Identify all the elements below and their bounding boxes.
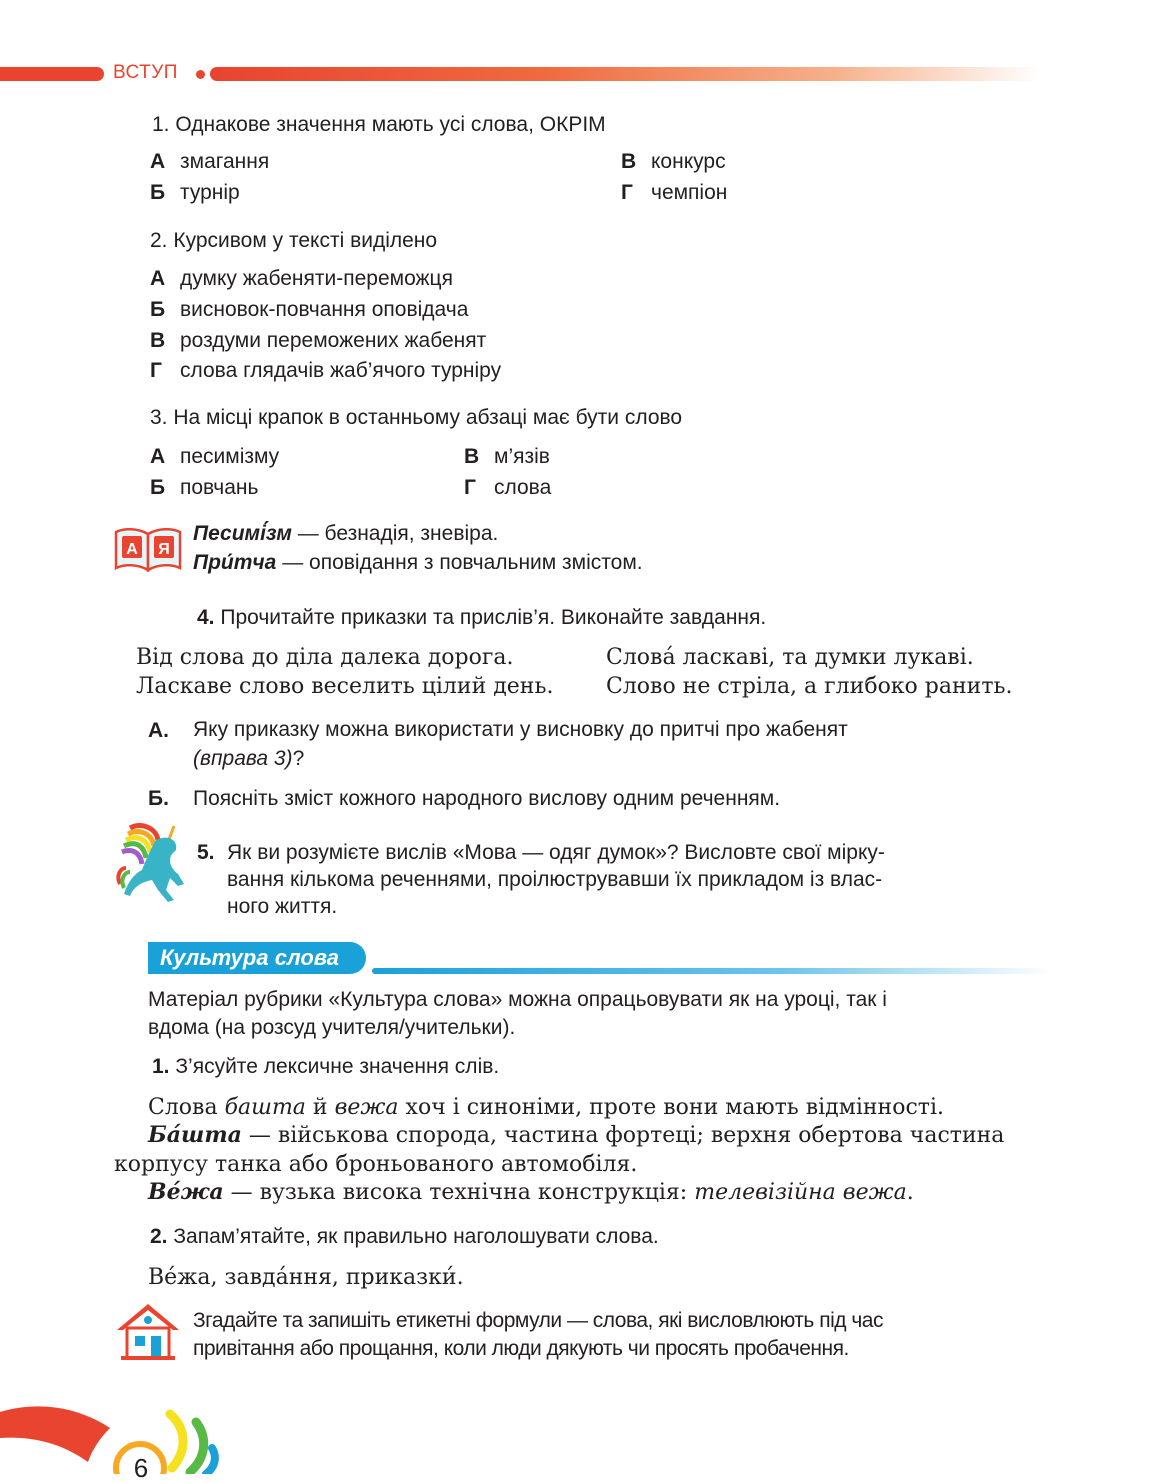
q3-option-v: В м’язів — [464, 445, 550, 468]
culture-intro-line-2: вдома (на розсуд учителя/учительки). — [148, 1016, 516, 1039]
task5-line-1: Як ви розумієте вислів «Мова — одяг думок»? Висловте свої мірку- — [227, 841, 885, 864]
q1-question: 1. Однакове значення мають усі слова, ОКРІМ — [152, 113, 606, 136]
stress-words: Ве́жа, завда́ння, приказки́. — [148, 1265, 464, 1290]
culture-task2: 2. Запам’ятайте, як правильно наголошувати слова. — [150, 1225, 659, 1248]
q1-option-a: А змагання — [150, 150, 270, 173]
culture-paragraph-2-line-1: Ба́шта — військова спорода, частина фортеці; верхня обертова частина — [148, 1122, 1005, 1148]
header-dot — [196, 70, 205, 79]
page-corner-decoration — [0, 1382, 230, 1474]
culture-paragraph-2-line-2: корпусу танка або броньованого автомобіля. — [114, 1152, 638, 1177]
svg-text:А: А — [126, 541, 138, 558]
header-bar-left — [0, 67, 104, 81]
task5-line-3: ного життя. — [227, 895, 338, 918]
culture-paragraph-3: Ве́жа — вузька висока технічна конструкція: телевізійна вежа. — [148, 1179, 914, 1205]
homework-line-2: привітання або прощання, коли люди дякують чи просять пробачення. — [193, 1337, 849, 1360]
culture-section-line — [372, 968, 1052, 974]
q2-question: 2. Курсивом у тексті виділено — [150, 229, 438, 252]
task4-heading: 4. Прочитайте приказки та прислів’я. Виконайте завдання. — [197, 606, 767, 629]
home-icon — [113, 1300, 183, 1362]
q2-option-a: А думку жабеняти-переможця — [150, 267, 453, 290]
q1-option-b: Б турнір — [150, 181, 240, 204]
task5-number: 5. — [197, 841, 215, 864]
glossary-entry-parable: При́тча — оповідання з повчальним змістом. — [193, 551, 643, 574]
unicorn-icon — [112, 820, 196, 906]
q1-option-v: В конкурс — [621, 150, 726, 173]
q1-option-g: Г чемпіон — [621, 181, 728, 204]
culture-task1: 1. З’ясуйте лексичне значення слів. — [152, 1055, 500, 1078]
q3-question: 3. На місці крапок в останньому абзаці має бути слово — [150, 406, 683, 429]
proverb-1: Від слова до діла далека дорога. — [136, 645, 514, 670]
q3-option-g: Г слова — [464, 476, 552, 499]
task4-sub-a-text: Яку приказку можна використати у висновку до притчі про жабенят (вправа 3)? — [193, 718, 848, 770]
header-bar-right — [210, 67, 1040, 81]
page-number: 6 — [133, 1453, 149, 1483]
q3-option-a: А песимізму — [150, 445, 280, 468]
culture-intro-line-1: Матеріал рубрики «Культура слова» можна опрацьовувати як на уроці, так і — [148, 988, 887, 1011]
task5-line-2: вання кількома реченнями, проілюструвавши їх прикладом із влас- — [227, 868, 883, 891]
culture-paragraph-1: Слова башта й вежа хоч і синоніми, проте вони мають відмінності. — [148, 1095, 944, 1120]
task4-sub-a-letter: А. — [148, 719, 169, 742]
homework-line-1: Згадайте та запишіть етикетні формули — слова, які висловлюють під час — [193, 1309, 883, 1332]
section-title: ВСТУП — [113, 62, 178, 83]
culture-section-tag: Культура слова — [148, 942, 366, 974]
q2-option-g: Г слова глядачів жаб’ячого турніру — [150, 359, 502, 382]
glossary-entry-pessimism: Песимі́зм — безнадія, зневіра. — [193, 522, 499, 545]
task4-sub-b-text: Поясніть зміст кожного народного вислову одним реченням. — [193, 787, 781, 810]
task4-sub-b-letter: Б. — [148, 787, 169, 810]
svg-text:Я: Я — [158, 541, 170, 558]
proverb-3: Слова́ ласкаві, та думки лукаві. — [606, 645, 974, 670]
dictionary-book-icon — [112, 522, 184, 574]
q2-option-b: Б висновок-повчання оповідача — [150, 298, 469, 321]
q2-option-v: В роздуми переможених жабенят — [150, 329, 487, 352]
proverb-4: Слово не стріла, а глибоко ранить. — [606, 674, 1013, 699]
q3-option-b: Б повчань — [150, 476, 259, 499]
proverb-2: Ласкаве слово веселить цілий день. — [136, 674, 554, 699]
